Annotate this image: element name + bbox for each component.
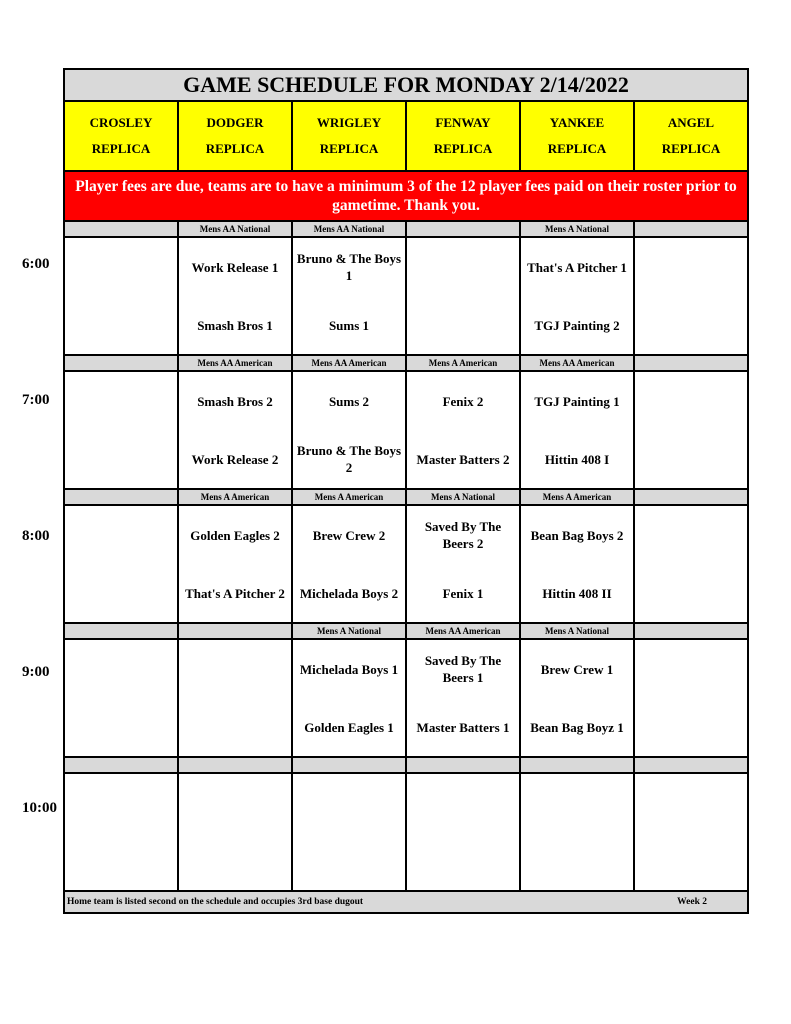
home-team — [635, 296, 747, 354]
home-team — [293, 832, 405, 890]
away-team — [65, 774, 177, 832]
away-team: Saved By The Beers 2 — [424, 519, 502, 551]
division-row — [65, 490, 747, 506]
away-team: Smash Bros 2 — [197, 393, 273, 409]
home-team: Golden Eagles 1 — [304, 719, 394, 735]
home-team — [65, 296, 177, 354]
game-cell — [635, 640, 747, 756]
division-label: Mens A American — [521, 490, 635, 504]
away-team — [293, 774, 405, 832]
division-label — [635, 758, 747, 772]
field-sub: REPLICA — [547, 141, 607, 156]
game-slot-row — [65, 640, 747, 758]
game-cell — [179, 372, 293, 488]
field-header — [293, 102, 407, 170]
home-team: Sums 1 — [328, 317, 370, 333]
home-team — [407, 296, 519, 354]
game-cell — [407, 372, 521, 488]
division-label: Mens A American — [407, 356, 521, 370]
away-team — [65, 506, 177, 564]
field-header — [65, 102, 179, 170]
away-team — [407, 238, 519, 296]
game-slot-row — [65, 372, 747, 490]
home-team — [635, 698, 747, 756]
game-cell — [179, 238, 293, 354]
away-team: Brew Crew 2 — [312, 527, 386, 543]
away-team — [635, 640, 747, 698]
division-label — [407, 222, 521, 236]
away-team: Fenix 2 — [442, 393, 484, 409]
home-team: Master Batters 1 — [416, 719, 510, 735]
time-label: 10:00 — [22, 800, 57, 816]
field-sub: REPLICA — [661, 141, 721, 156]
division-label: Mens AA American — [521, 356, 635, 370]
home-team: Hittin 408 I — [544, 451, 610, 467]
home-team: Hittin 408 II — [542, 585, 612, 601]
time-label: 9:00 — [22, 664, 50, 680]
home-team: Fenix 1 — [442, 585, 484, 601]
away-team — [635, 372, 747, 430]
game-cell — [407, 238, 521, 354]
home-team — [407, 832, 519, 890]
division-label: Mens AA American — [179, 356, 293, 370]
time-label: 6:00 — [22, 256, 50, 272]
away-team: Work Release 1 — [191, 259, 279, 275]
game-cell — [521, 238, 635, 354]
away-team: Brew Crew 1 — [540, 661, 614, 677]
division-row — [65, 758, 747, 774]
away-team: TGJ Painting 1 — [534, 393, 620, 409]
field-header — [521, 102, 635, 170]
division-label: Mens AA American — [407, 624, 521, 638]
game-cell — [293, 372, 407, 488]
away-team — [65, 640, 177, 698]
division-row — [65, 356, 747, 372]
game-cell — [293, 238, 407, 354]
game-cell — [635, 774, 747, 890]
home-team: Smash Bros 1 — [197, 317, 273, 333]
division-label — [65, 758, 179, 772]
game-cell — [521, 640, 635, 756]
division-label: Mens A National — [293, 624, 407, 638]
schedule-sheet — [63, 68, 749, 914]
division-label — [293, 758, 407, 772]
home-team — [179, 832, 291, 890]
division-label — [635, 356, 747, 370]
home-team-note: Home team is listed second on the schedule and occupies 3rd base dugout — [67, 897, 364, 907]
division-label: Mens A American — [179, 490, 293, 504]
field-name: YANKEE — [549, 115, 605, 130]
game-cell — [293, 640, 407, 756]
division-row — [65, 222, 747, 238]
away-team: Sums 2 — [328, 393, 370, 409]
field-sub: REPLICA — [205, 141, 265, 156]
game-cell — [521, 372, 635, 488]
away-team: Bruno & The Boys 1 — [296, 251, 402, 283]
division-label: Mens A American — [293, 490, 407, 504]
division-label: Mens AA National — [179, 222, 293, 236]
home-team: Michelada Boys 2 — [299, 585, 399, 601]
away-team — [65, 238, 177, 296]
game-cell — [179, 774, 293, 890]
away-team — [179, 640, 291, 698]
division-label — [635, 624, 747, 638]
field-sub: REPLICA — [319, 141, 379, 156]
game-cell — [65, 774, 179, 890]
division-label — [65, 356, 179, 370]
game-cell — [635, 506, 747, 622]
division-label — [65, 222, 179, 236]
home-team: Master Batters 2 — [416, 451, 510, 467]
division-label — [635, 222, 747, 236]
game-cell — [407, 774, 521, 890]
division-label: Mens A National — [407, 490, 521, 504]
game-cell — [407, 640, 521, 756]
away-team: Saved By The Beers 1 — [424, 653, 502, 685]
game-cell — [293, 506, 407, 622]
division-label — [407, 758, 521, 772]
away-team — [521, 774, 633, 832]
home-team: That's A Pitcher 2 — [185, 585, 285, 601]
game-slot-row — [65, 238, 747, 356]
away-team: Golden Eagles 2 — [190, 527, 280, 543]
home-team — [635, 430, 747, 488]
away-team — [635, 774, 747, 832]
game-cell — [65, 238, 179, 354]
field-name: ANGEL — [667, 115, 715, 130]
division-label: Mens AA National — [293, 222, 407, 236]
away-team: That's A Pitcher 1 — [527, 259, 627, 275]
home-team — [65, 564, 177, 622]
schedule-title: GAME SCHEDULE FOR MONDAY 2/14/2022 — [65, 70, 747, 102]
division-label — [65, 624, 179, 638]
game-cell — [293, 774, 407, 890]
division-label — [179, 624, 293, 638]
home-team — [65, 832, 177, 890]
game-cell — [521, 774, 635, 890]
game-cell — [521, 506, 635, 622]
away-team — [407, 774, 519, 832]
division-label — [635, 490, 747, 504]
field-header — [179, 102, 293, 170]
game-cell — [65, 640, 179, 756]
game-cell — [65, 506, 179, 622]
home-team — [65, 430, 177, 488]
home-team: Bean Bag Boyz 1 — [530, 719, 624, 735]
away-team: Michelada Boys 1 — [299, 661, 399, 677]
fee-notice: Player fees are due, teams are to have a minimum 3 of the 12 player fees paid on their roster prior to gametime. Thank you. — [65, 172, 747, 222]
game-slot-row — [65, 774, 747, 892]
field-name: FENWAY — [435, 115, 491, 130]
field-name: DODGER — [206, 115, 264, 130]
footer-bar — [65, 892, 747, 912]
home-team — [635, 832, 747, 890]
game-cell — [179, 640, 293, 756]
home-team: TGJ Painting 2 — [534, 317, 620, 333]
away-team — [65, 372, 177, 430]
division-label — [521, 758, 635, 772]
week-label: Week 2 — [677, 897, 707, 907]
division-label — [65, 490, 179, 504]
field-header — [407, 102, 521, 170]
field-sub: REPLICA — [433, 141, 493, 156]
field-header-row — [65, 102, 747, 172]
field-name: WRIGLEY — [316, 115, 382, 130]
division-row — [65, 624, 747, 640]
game-cell — [179, 506, 293, 622]
away-team — [635, 506, 747, 564]
division-label: Mens A National — [521, 624, 635, 638]
game-cell — [65, 372, 179, 488]
home-team — [65, 698, 177, 756]
home-team — [521, 832, 633, 890]
game-cell — [635, 238, 747, 354]
division-label — [179, 758, 293, 772]
game-cell — [635, 372, 747, 488]
division-label: Mens A National — [521, 222, 635, 236]
away-team: Bean Bag Boys 2 — [530, 527, 624, 543]
home-team — [635, 564, 747, 622]
home-team: Work Release 2 — [191, 451, 279, 467]
division-label: Mens AA American — [293, 356, 407, 370]
home-team: Bruno & The Boys 2 — [296, 443, 402, 475]
time-label: 8:00 — [22, 528, 50, 544]
time-label: 7:00 — [22, 392, 50, 408]
home-team — [179, 698, 291, 756]
field-name: CROSLEY — [89, 115, 153, 130]
game-slot-row — [65, 506, 747, 624]
away-team — [635, 238, 747, 296]
away-team — [179, 774, 291, 832]
field-header — [635, 102, 747, 170]
game-cell — [407, 506, 521, 622]
field-sub: REPLICA — [91, 141, 151, 156]
